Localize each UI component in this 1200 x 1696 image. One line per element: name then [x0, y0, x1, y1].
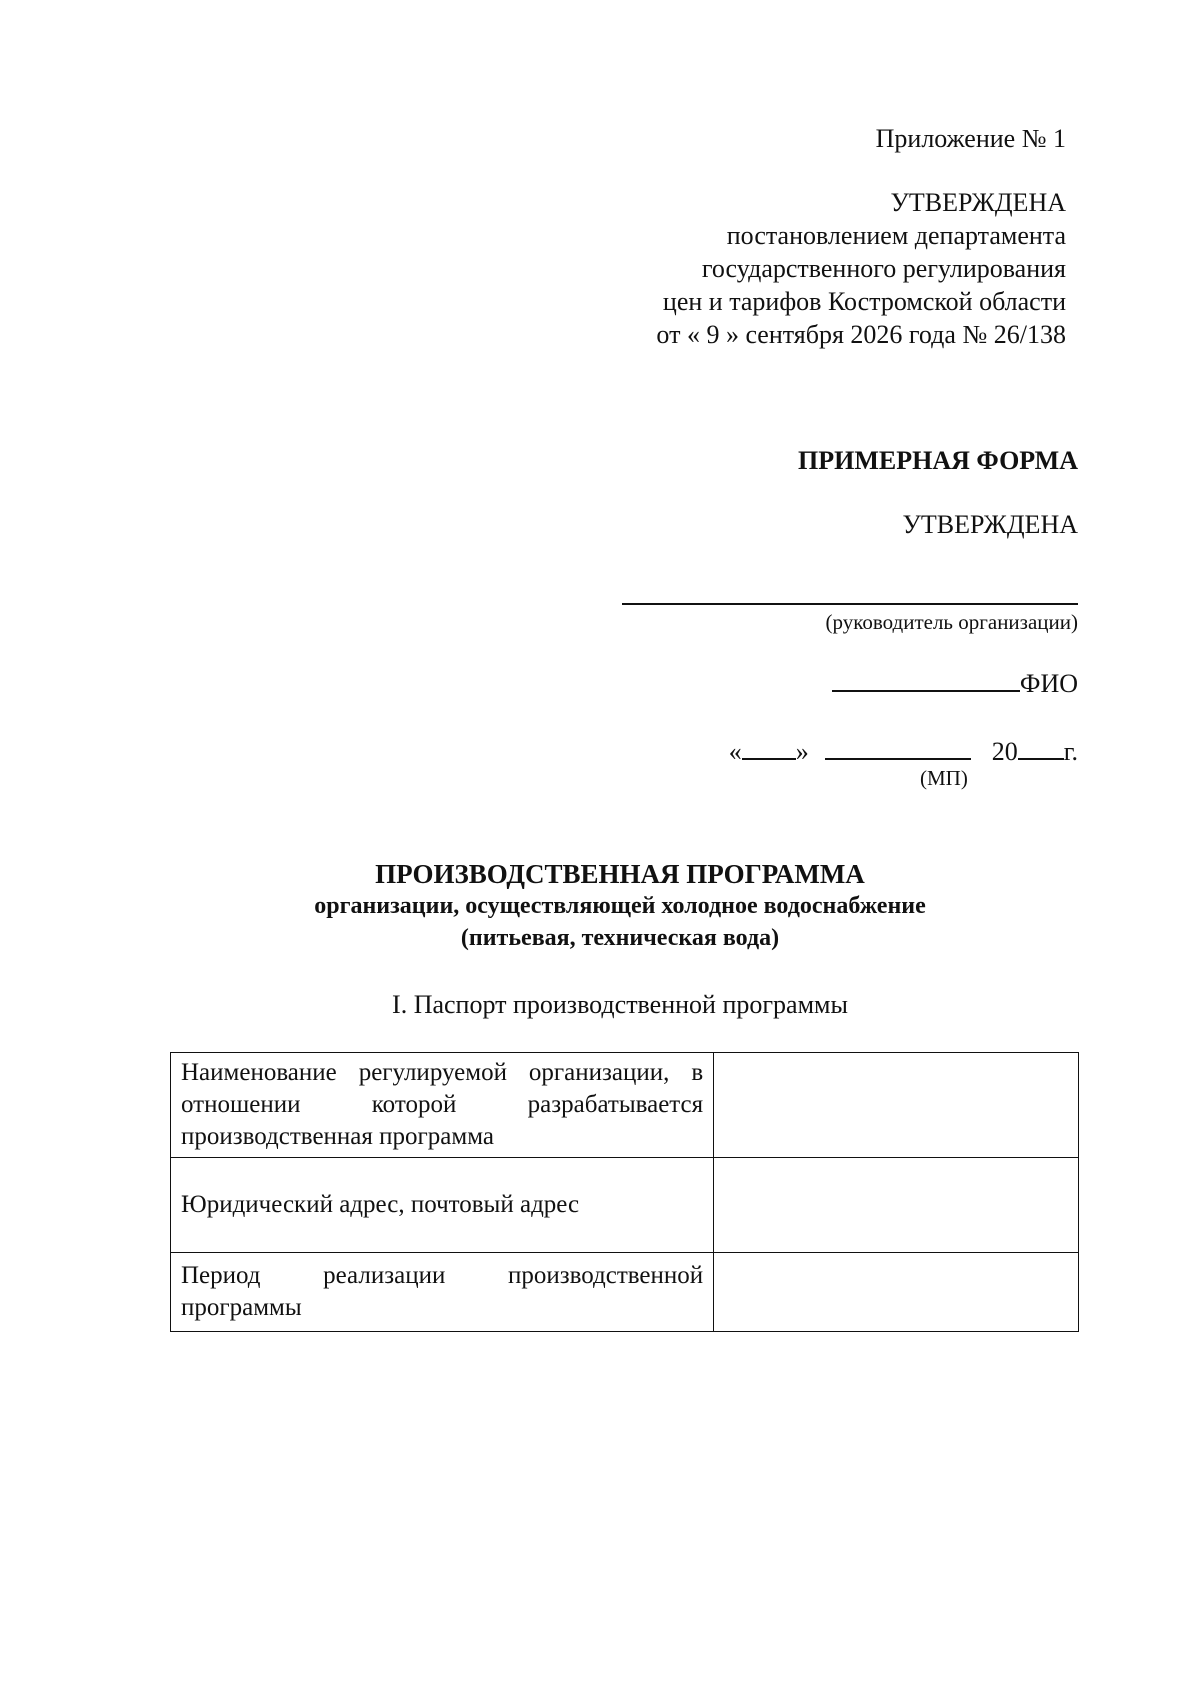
month-blank: [825, 734, 971, 760]
approval-block: [656, 186, 1066, 351]
date-close-quote: »: [795, 737, 809, 766]
date-row: [729, 734, 1078, 767]
signature-caption: (руководитель организации): [825, 610, 1078, 634]
year-prefix: 20: [991, 737, 1018, 766]
date-open-quote: «: [728, 737, 742, 766]
signature-line: [622, 603, 1078, 605]
section-title: I. Паспорт производственной программы: [392, 990, 848, 1019]
form-type-title: ПРИМЕРНАЯ ФОРМА: [798, 446, 1078, 475]
fio-label: ФИО: [1019, 669, 1078, 698]
row-value: [714, 1158, 1079, 1253]
form-approved-label: УТВЕРЖДЕНА: [902, 510, 1078, 539]
approval-line: УТВЕРЖДЕНА: [890, 188, 1066, 217]
day-blank: [742, 734, 796, 760]
year-blank: [1018, 734, 1064, 760]
row-value: [714, 1253, 1079, 1332]
approval-line: государственного регулирования: [701, 254, 1066, 283]
row-label: Юридический адрес, почтовый адрес: [171, 1158, 714, 1253]
title-line: ПРОИЗВОДСТВЕННАЯ ПРОГРАММА: [375, 859, 865, 889]
table-row: [171, 1158, 1079, 1253]
table-row: [171, 1053, 1079, 1158]
row-label: Наименование регулируемой организации, в отношении которой разрабатывается производственная программа: [171, 1053, 714, 1158]
approval-line: от « 9 » сентября 2026 года № 26/138: [656, 320, 1066, 349]
fio-row: [832, 666, 1078, 699]
fio-blank: [832, 666, 1020, 692]
title-line: (питьевая, техническая вода): [460, 925, 780, 951]
annex-number: Приложение № 1: [875, 124, 1066, 153]
passport-table: [170, 1052, 1079, 1332]
approval-line: постановлением департамента: [726, 221, 1066, 250]
table-row: [171, 1253, 1079, 1332]
row-value: [714, 1053, 1079, 1158]
approval-line: цен и тарифов Костромской области: [662, 287, 1066, 316]
stamp-label: (МП): [920, 766, 968, 790]
year-suffix: г.: [1063, 737, 1078, 766]
title-line: организации, осуществляющей холодное водоснабжение: [314, 893, 926, 919]
row-label: Период реализации производственной программы: [171, 1253, 714, 1332]
document-title: [0, 858, 1200, 954]
